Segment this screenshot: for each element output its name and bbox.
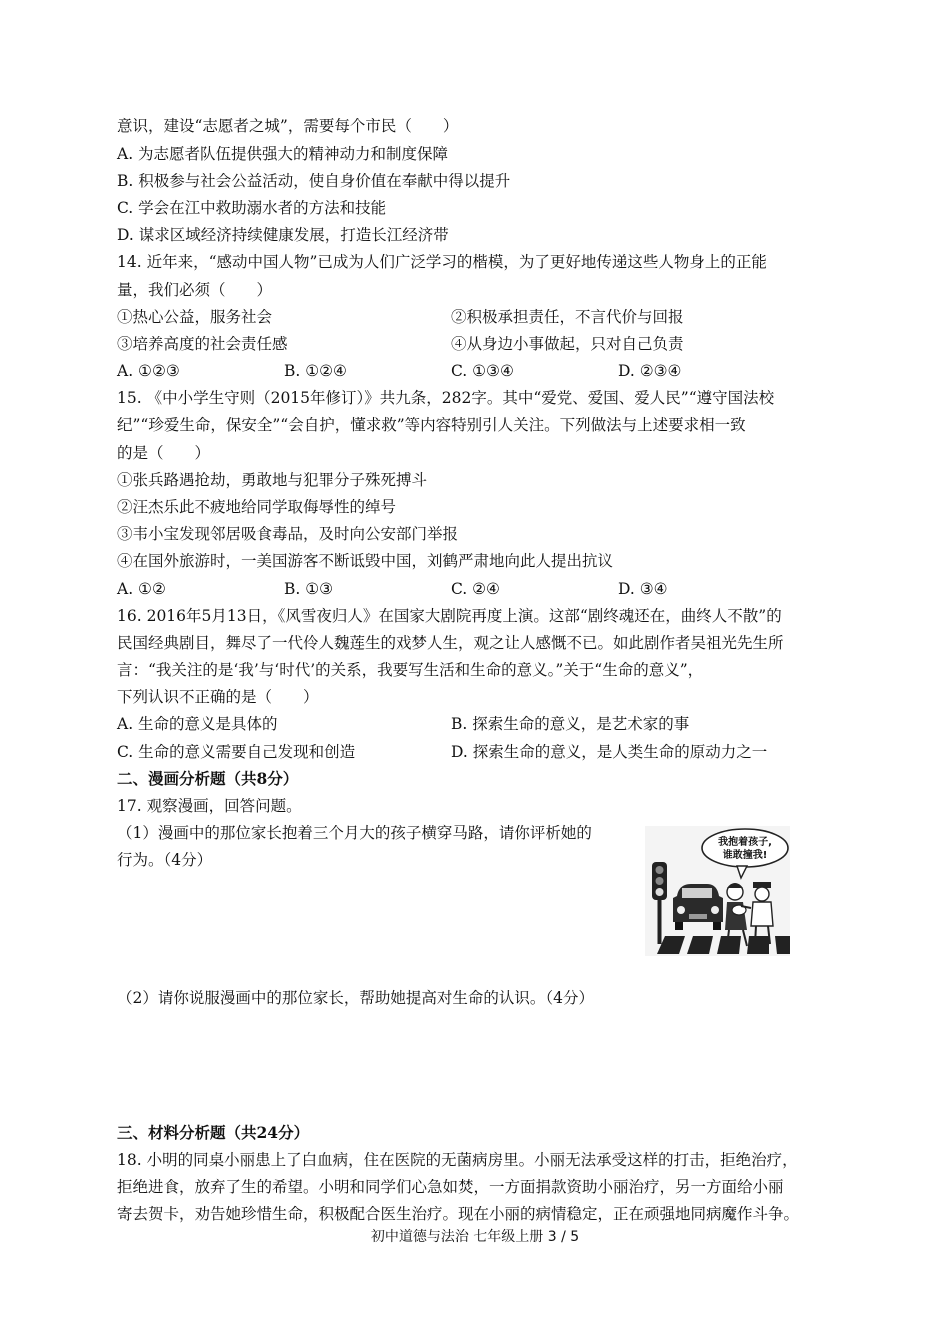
q15-option-b: B. ①③ [284,580,334,598]
q16-stem-line4: 下列认识不正确的是（ ） [117,688,319,706]
q16-stem-line3: 言：“我关注的是‘我’与‘时代’的关系，我要写生活和生命的意义。”关于“生命的意义”， [117,661,704,679]
q13-option-d: D. 谋求区域经济持续健康发展，打造长江经济带 [117,226,449,244]
q14-stem-line2: 量，我们必须（ ） [117,281,273,299]
q16-option-a: A. 生命的意义是具体的 [117,715,278,733]
q16-option-c: C. 生命的意义需要自己发现和创造 [117,743,356,761]
section3-heading: 三、材料分析题（共24分） [117,1123,310,1142]
section2-heading: 二、漫画分析题（共8分） [117,769,299,788]
q14-statement-4: ④从身边小事做起，只对自己负责 [451,335,684,353]
q13-option-b: B. 积极参与社会公益活动，使自身价值在奉献中得以提升 [117,172,511,190]
q14-option-d: D. ②③④ [618,362,682,380]
q18-line3: 寄去贺卡，劝告她珍惜生命，积极配合医生治疗。现在小丽的病情稳定，正在顽强地同病魔作斗争。 [117,1205,800,1223]
q15-statement-2: ②汪杰乐此不疲地给同学取侮辱性的绰号 [117,498,397,516]
q16-stem-line2: 民国经典剧目，舞尽了一代伶人魏莲生的戏梦人生，观之让人感慨不已。如此剧作者吴祖光先生所 [117,634,784,652]
q17-part2: （2）请你说服漫画中的那位家长，帮助她提高对生命的认识。（4分） [117,989,594,1007]
q16-stem-line1: 16. 2016年5月13日，《风雪夜归人》在国家大剧院再度上演。这部“剧终魂还在，曲终人不散”的 [117,607,782,625]
q14-option-c: C. ①③④ [451,362,514,380]
q18-line1: 18. 小明的同桌小丽患上了白血病，住在医院的无菌病房里。小丽无法承受这样的打击，拒绝治疗， [117,1151,798,1169]
q15-option-c: C. ②④ [451,580,500,598]
q13-option-a: A. 为志愿者队伍提供强大的精神动力和制度保障 [117,145,449,163]
q15-statement-4: ④在国外旅游时，一美国游客不断诋毁中国，刘鹤严肃地向此人提出抗议 [117,552,614,570]
cartoon-bubble-line1: 我抱着孩子, [718,837,772,848]
q14-stem-line1: 14. 近年来，“感动中国人物”已成为人们广泛学习的楷模，为了更好地传递这些人物身上的正能 [117,253,767,271]
q17-stem: 17. 观察漫画，回答问题。 [117,797,302,815]
q13-stem-tail: 意识，建设“志愿者之城”，需要每个市民（ ） [117,117,459,135]
q15-statement-3: ③韦小宝发现邻居吸食毒品，及时向公安部门举报 [117,525,459,543]
q15-stem-line3: 的是（ ） [117,444,211,462]
q14-option-b: B. ①②④ [284,362,347,380]
cartoon-bubble-line2: 谁敢撞我! [722,850,768,861]
q15-option-d: D. ③④ [618,580,668,598]
q17-part1-line2: 行为。（4分） [117,851,213,869]
q16-option-d: D. 探索生命的意义，是人类生命的原动力之一 [451,743,768,761]
q16-option-b: B. 探索生命的意义，是艺术家的事 [451,715,690,733]
cartoon-illustration [645,826,790,956]
q15-stem-line1: 15. 《中小学生守则（2015年修订）》共九条，282字。其中“爱党、爱国、爱人民”“遵守国法校 [117,389,775,407]
q14-option-a: A. ①②③ [117,362,180,380]
q15-statement-1: ①张兵路遇抢劫，勇敢地与犯罪分子殊死搏斗 [117,471,428,489]
q15-stem-line2: 纪”“珍爱生命，保安全”“会自护，懂求救”等内容特别引人关注。下列做法与上述要求相一致 [117,416,746,434]
q18-line2: 拒绝进食，放弃了生的希望。小明和同学们心急如焚，一方面捐款资助小丽治疗，另一方面给小丽 [117,1178,784,1196]
page-footer: 初中道德与法治 七年级上册 3 / 5 [370,1229,580,1245]
q14-statement-1: ①热心公益，服务社会 [117,308,273,326]
q13-option-c: C. 学会在江中救助溺水者的方法和技能 [117,199,387,217]
q15-option-a: A. ①② [117,580,166,598]
q17-part1-line1: （1）漫画中的那位家长抱着三个月大的孩子横穿马路，请你评析她的 [117,824,592,842]
q14-statement-2: ②积极承担责任，不言代价与回报 [451,308,684,326]
q14-statement-3: ③培养高度的社会责任感 [117,335,288,353]
